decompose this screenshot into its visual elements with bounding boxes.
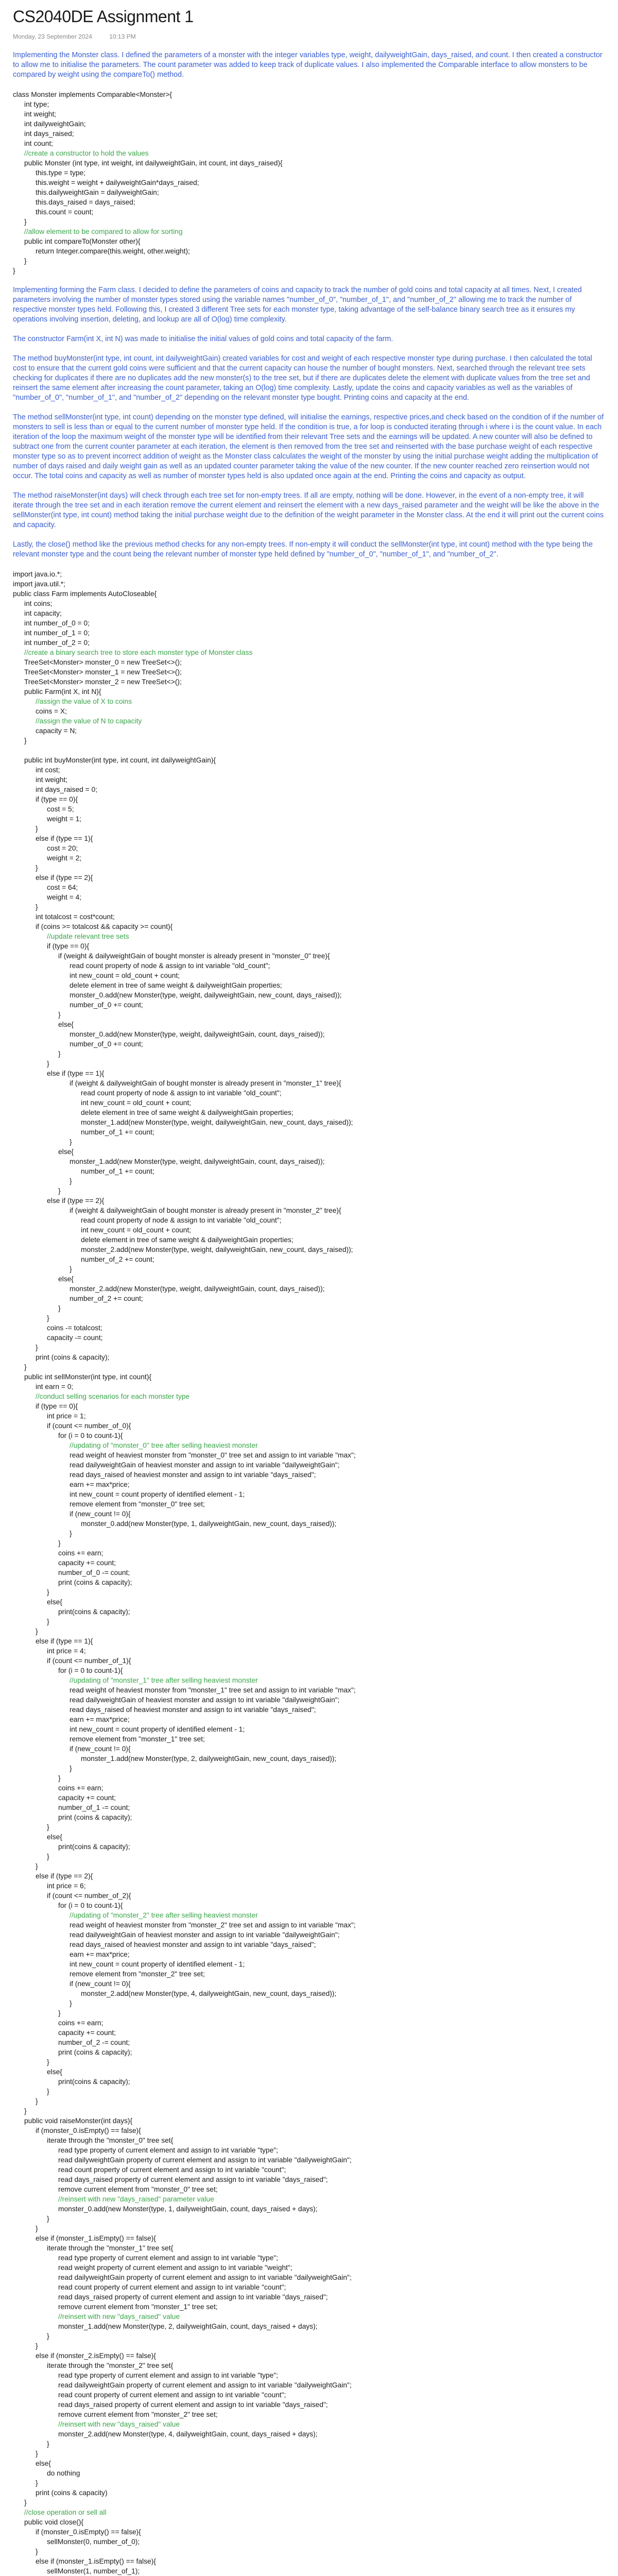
code-line: read weight of heaviest monster from "monster_2" tree set and assign to int variable "max";	[70, 1921, 356, 1929]
code-line: }	[58, 1011, 61, 1019]
code-line: capacity = N;	[36, 727, 77, 735]
note-timestamp	[13, 33, 151, 40]
description-paragraph: The method sellMonster(int type, int count) depending on the monster type defined, will initialise the earnings, respective prices,and check based on the condition of if the number of monsters to sell is less than or equal to the current number of monster type held. If the condition is true, a for loop is conducted iterating through i where i is the count value. In each iteration of the loop the maximum weight of the monster type will be identified from their relevant Tree sets and the earnings will be updated. A new counter will also be defined to subtract one from the current counter parameter at each iteration, the element is then removed from the tree set and reinserted with the base purchase weight of each respective monster type so as to prevent incorrect addition of weight as the Monster class calculates the weight of the monster by using the initial purchase weight adding the multiplication of number of days raised and daily weight gain as well as an updated counter parameter taking the value of the new counter. If the new counter reached zero reinsertion would not occur. The total coins and capacity as well as number of monster types held is also updated once again at the end. Printing the coins and capacity as output.	[13, 413, 604, 480]
code-line: if (coins >= totalcost && capacity >= count){	[36, 923, 173, 930]
code-line: this.days_raised = days_raised;	[36, 198, 135, 206]
code-line: }	[47, 1060, 49, 1067]
code-line: TreeSet<Monster> monster_0 = new TreeSet<>();	[24, 658, 182, 666]
code-comment-line: //reinsert with new "days_raised" value	[58, 2313, 180, 2320]
code-line: iterate through the "monster_0" tree set{	[47, 2137, 174, 2144]
code-line: monster_0.add(new Monster(type, weight, dailyweightGain, count, days_raised));	[70, 1030, 325, 1038]
code-line: remove current element from "monster_1" tree set;	[58, 2303, 218, 2311]
code-line: else if (type == 2){	[36, 874, 93, 882]
code-line: }	[58, 1774, 61, 1782]
code-line: capacity += count;	[58, 1559, 116, 1567]
code-line: else{	[58, 1021, 74, 1028]
code-line: print (coins & capacity);	[58, 1814, 132, 1821]
code-line: int cost;	[36, 766, 60, 774]
code-line: number_of_1 += count;	[81, 1167, 154, 1175]
code-line: }	[47, 2058, 49, 2066]
code-line: import java.util.*;	[13, 580, 65, 588]
code-line: }	[70, 1999, 72, 2007]
code-line: if (monster_0.isEmpty() == false){	[36, 2528, 141, 2536]
code-comment-line: //updating of "monster_2" tree after selling heaviest monster	[70, 1911, 258, 1919]
code-line: public class Farm implements AutoCloseable{	[13, 590, 157, 598]
code-line: int coins;	[24, 600, 53, 607]
code-line: this.count = count;	[36, 208, 94, 216]
code-line: if (type == 0){	[47, 942, 90, 950]
code-line: read days_raised property of current element and assign to int variable "days_raised";	[58, 2176, 328, 2183]
code-line: read weight property of current element and assign to int variable "weight";	[58, 2264, 293, 2272]
code-line: read dailyweightGain of heaviest monster and assign to int variable "dailyweightGain";	[70, 1461, 340, 1469]
code-line: int days_raised;	[24, 130, 74, 138]
code-line: else{	[47, 1598, 62, 1606]
code-line: do nothing	[47, 2469, 80, 2477]
code-line: }	[58, 2009, 61, 2017]
code-line: int number_of_1 = 0;	[24, 629, 90, 637]
code-line: remove current element from "monster_2" tree set;	[58, 2411, 218, 2418]
code-line: sellMonster(1, number_of_1);	[47, 2567, 140, 2575]
code-comment-line: //assign the value of N to capacity	[36, 717, 142, 725]
code-line: }	[47, 1853, 49, 1860]
code-line: else if (type == 1){	[36, 835, 93, 842]
code-line: read weight of heaviest monster from "monster_1" tree set and assign to int variable "max";	[70, 1686, 356, 1694]
code-line: delete element in tree of same weight & dailyweightGain properties;	[81, 1236, 294, 1244]
code-line: int new_count = count property of identified element - 1;	[70, 1490, 245, 1498]
code-line: print(coins & capacity);	[58, 1608, 130, 1616]
code-line: cost = 64;	[47, 884, 78, 891]
code-line: print (coins & capacity);	[58, 2048, 132, 2056]
code-line: }	[47, 2440, 49, 2448]
code-line: }	[36, 1628, 38, 1635]
code-line: if (weight & dailyweightGain of bought monster is already present in "monster_2" tree){	[70, 1207, 341, 1214]
description-paragraph: The method raiseMonster(int days) will check through each tree set for non-empty trees. If all are empty, nothing will be done. However, in the event of a non-empty tree, it will iterate through the tree set and in each iteration remove the current element and reinsert the element with a new days_raised parameter and the weight will be like the above in the sellMonster(int type, int count) method taking the initial purchase weight due to the definition of the weight parameter in the Monster class. At the end it will print out the current coins and capacity.	[13, 492, 604, 529]
code-line: TreeSet<Monster> monster_1 = new TreeSet<>();	[24, 668, 182, 676]
code-line: return Integer.compare(this.weight, other.weight);	[36, 247, 190, 255]
description-paragraph: Implementing the Monster class. I defined the parameters of a monster with the integer variables type, weight, dailyweightGain, days_raised, and count. I then created a constructor to allow me to initialise the parameters. The count parameter was added to keep track of duplicate values. I also implemented the Comparable interface to allow monsters to be compared by weight using the compareTo() method.	[13, 51, 603, 79]
code-line: monster_0.add(new Monster(type, 1, dailyweightGain, count, days_raised + days);	[58, 2205, 318, 2213]
code-comment-line: //assign the value of X to coins	[36, 698, 132, 705]
code-line: }	[24, 218, 27, 226]
code-line: int new_count = old_count + count;	[81, 1099, 192, 1107]
code-line: if (monster_0.isEmpty() == false){	[36, 2127, 141, 2134]
code-line: this.weight = weight + dailyweightGain*days_raised;	[36, 179, 199, 187]
note-body	[13, 50, 605, 2576]
code-line: else{	[47, 1833, 62, 1841]
code-line: int dailyweightGain;	[24, 120, 86, 128]
code-line: print (coins & capacity);	[36, 1353, 110, 1361]
code-line: monster_2.add(new Monster(type, weight, dailyweightGain, new_count, days_raised));	[81, 1246, 353, 1253]
code-line: remove current element from "monster_0" tree set;	[58, 2185, 218, 2193]
code-line: int price = 6;	[47, 1882, 86, 1890]
code-line	[13, 745, 605, 755]
code-line: public Farm(int X, int N){	[24, 688, 101, 696]
code-line: else{	[58, 1148, 74, 1156]
code-line: int new_count = old_count + count;	[81, 1226, 192, 1234]
code-line: print(coins & capacity);	[58, 1843, 130, 1851]
code-line: capacity += count;	[58, 2029, 116, 2037]
code-line: }	[47, 2215, 49, 2223]
code-line: coins += earn;	[58, 2019, 104, 2027]
code-line: }	[70, 1530, 72, 1537]
note-date: Monday, 23 September 2024	[13, 33, 92, 40]
code-line: public void raiseMonster(int days){	[24, 2117, 133, 2125]
code-line: read days_raised of heaviest monster and assign to int variable "days_raised";	[70, 1941, 316, 1948]
code-line: else{	[36, 2460, 51, 2467]
code-line: }	[47, 1823, 49, 1831]
code-line: read days_raised of heaviest monster and assign to int variable "days_raised";	[70, 1706, 316, 1714]
code-line: read type property of current element and assign to int variable "type";	[58, 2371, 279, 2379]
code-line: earn += max*price;	[70, 1481, 130, 1488]
note-time: 10:13 PM	[109, 33, 136, 40]
code-line: print (coins & capacity);	[58, 1579, 132, 1586]
code-line: }	[47, 1588, 49, 1596]
code-line: read type property of current element and assign to int variable "type";	[58, 2146, 279, 2154]
code-line: monster_1.add(new Monster(type, 2, dailyweightGain, count, days_raised + days);	[58, 2323, 318, 2330]
code-line: number_of_0 += count;	[70, 1001, 143, 1009]
description-paragraph: Implementing forming the Farm class. I decided to define the parameters of coins and capacity to track the number of gold coins and total capacity at all times. Next, I created parameters involving the number of monster types stored using the variable names "number_of_0", "number_of_1", and "number_of_2" allowing me to track the number of respective monster types held. Following this, I created 3 different Tree sets for each monster type, taking advantage of the self-balance binary search tree as it ensures my operations involving insertion, deleting, and lookup are all of O(log) time complexity.	[13, 286, 582, 324]
code-line: }	[36, 2450, 38, 2458]
code-line: if (count <= number_of_2){	[47, 1892, 131, 1900]
code-line: int weight;	[36, 776, 68, 784]
code-line: number_of_2 += count;	[81, 1256, 154, 1263]
code-line: }	[24, 257, 27, 265]
description-paragraph: The method buyMonster(int type, int count, int dailyweightGain) created variables for cost and weight of each respective monster type during purchase. I then calculated the total cost to ensure that the current gold coins were sufficient and that the current capacity can house the number of bought monsters. Next, searched through the relevant tree sets checking for duplicates if there are no duplicates add the new monster(s) to the tree set, but if there are duplicates delete the element with duplicate values from the tree set and reinsert the same element after increasing the count parameter, taking an O(log) time complexity. Lastly, update the coins and capacity variables as well as the variables of "number_of_0", "number_of_1", and "number_of_2" depending on the relevant monster type bought. Printing coins and capacity at the end.	[13, 354, 592, 402]
code-line: }	[70, 1765, 72, 1772]
code-line: public int buyMonster(int type, int count, int dailyweightGain){	[24, 756, 216, 764]
code-line: public Monster (int type, int weight, int dailyweightGain, int count, int days_raised){	[24, 159, 283, 167]
code-line: }	[36, 1862, 38, 1870]
code-line: if (weight & dailyweightGain of bought monster is already present in "monster_0" tree){	[58, 952, 330, 960]
code-line: weight = 2;	[47, 854, 82, 862]
code-line: }	[36, 2548, 38, 2555]
code-line: for (i = 0 to count-1){	[58, 1902, 123, 1909]
code-line: else{	[58, 1275, 74, 1283]
code-line: if (type == 0){	[36, 1402, 78, 1410]
code-line: monster_1.add(new Monster(type, 2, dailyweightGain, new_count, days_raised));	[81, 1755, 337, 1762]
code-line: else if (monster_1.isEmpty() == false){	[36, 2234, 156, 2242]
code-line: }	[36, 1344, 38, 1351]
code-line: monster_0.add(new Monster(type, 1, dailyweightGain, new_count, days_raised));	[81, 1520, 337, 1528]
code-line: else if (monster_1.isEmpty() == false){	[36, 2557, 156, 2565]
code-line: number_of_0 -= count;	[58, 1569, 130, 1577]
code-line: }	[70, 1177, 72, 1185]
code-line: read weight of heaviest monster from "monster_0" tree set and assign to int variable "max";	[70, 1451, 356, 1459]
code-line: }	[36, 864, 38, 872]
code-line: read dailyweightGain of heaviest monster and assign to int variable "dailyweightGain";	[70, 1696, 340, 1704]
code-line: number_of_0 += count;	[70, 1040, 143, 1048]
code-line: coins += earn;	[58, 1784, 104, 1792]
code-line: monster_2.add(new Monster(type, 4, dailyweightGain, new_count, days_raised));	[81, 1990, 337, 1997]
code-line: capacity -= count;	[47, 1334, 103, 1342]
code-comment-line: //updating of "monster_0" tree after selling heaviest monster	[70, 1442, 258, 1449]
code-line: if (new_count != 0){	[70, 1745, 131, 1753]
code-line: if (new_count != 0){	[70, 1980, 131, 1988]
code-line: read dailyweightGain property of current element and assign to int variable "dailyweightGain";	[58, 2274, 352, 2281]
code-line: else if (type == 1){	[47, 1070, 105, 1077]
code-line: }	[36, 903, 38, 911]
code-line: remove element from "monster_2" tree set;	[70, 1970, 205, 1978]
code-line: for (i = 0 to count-1){	[58, 1432, 123, 1439]
code-line: else if (type == 1){	[36, 1637, 93, 1645]
code-comment-line: //create a constructor to hold the values	[24, 149, 149, 157]
code-line: public void close(){	[24, 2518, 84, 2526]
code-line: }	[70, 1265, 72, 1273]
code-line: else if (monster_2.isEmpty() == false){	[36, 2352, 156, 2360]
code-line: remove element from "monster_0" tree set;	[70, 1500, 205, 1508]
code-line: iterate through the "monster_1" tree set{	[47, 2244, 174, 2252]
code-line: this.type = type;	[36, 169, 86, 177]
code-line: read count property of node & assign to int variable "old_count";	[70, 962, 270, 970]
code-line: int count;	[24, 140, 53, 147]
code-line: }	[47, 1618, 49, 1625]
code-line: int new_count = old_count + count;	[70, 972, 180, 979]
code-line: weight = 4;	[47, 893, 82, 901]
code-line: }	[47, 1314, 49, 1322]
code-line: }	[58, 1539, 61, 1547]
code-line: }	[36, 2225, 38, 2232]
code-line: else if (type == 2){	[47, 1197, 105, 1205]
code-line: number_of_2 -= count;	[58, 2039, 130, 2046]
code-block	[13, 90, 605, 276]
code-block	[13, 569, 605, 2576]
page-title: CS2040DE Assignment 1	[13, 7, 194, 26]
code-comment-line: //create a binary search tree to store each monster type of Monster class	[24, 649, 253, 656]
code-line: cost = 20;	[47, 844, 78, 852]
code-line: weight = 1;	[47, 815, 82, 823]
code-line: read count property of node & assign to int variable "old_count";	[81, 1089, 282, 1097]
code-line: }	[24, 1363, 27, 1371]
code-line: sellMonster(0, number_of_0);	[47, 2538, 140, 2546]
code-line: monster_1.add(new Monster(type, weight, dailyweightGain, count, days_raised));	[70, 1158, 325, 1165]
code-line: this.dailyweightGain = dailyweightGain;	[36, 189, 159, 196]
code-line: int totalcost = cost*count;	[36, 913, 115, 921]
code-line: coins -= totalcost;	[47, 1324, 102, 1332]
code-line: read days_raised of heaviest monster and assign to int variable "days_raised";	[70, 1471, 316, 1479]
code-line: import java.io.*;	[13, 570, 62, 578]
code-line: }	[36, 2342, 38, 2350]
code-line: read dailyweightGain property of current element and assign to int variable "dailyweightGain";	[58, 2381, 352, 2389]
code-line: }	[24, 2499, 27, 2506]
code-line: else if (type == 2){	[36, 1872, 93, 1880]
code-line: monster_2.add(new Monster(type, 4, dailyweightGain, count, days_raised + days);	[58, 2430, 318, 2438]
code-line: monster_1.add(new Monster(type, weight, dailyweightGain, new_count, days_raised));	[81, 1118, 353, 1126]
code-line: }	[24, 737, 27, 744]
code-line: monster_2.add(new Monster(type, weight, dailyweightGain, count, days_raised));	[70, 1285, 325, 1293]
code-line: if (weight & dailyweightGain of bought monster is already present in "monster_1" tree){	[70, 1079, 341, 1087]
code-line: earn += max*price;	[70, 1951, 130, 1958]
code-line: }	[58, 1050, 61, 1058]
code-line: public int compareTo(Monster other){	[24, 238, 141, 245]
code-line: iterate through the "monster_2" tree set{	[47, 2362, 174, 2369]
code-line: int new_count = count property of identified element - 1;	[70, 1960, 245, 1968]
code-line: earn += max*price;	[70, 1716, 130, 1723]
code-line: coins += earn;	[58, 1549, 104, 1557]
code-line: number_of_1 -= count;	[58, 1804, 130, 1811]
code-line: }	[47, 2332, 49, 2340]
code-comment-line: //reinsert with new "days_raised" parameter value	[58, 2195, 214, 2203]
code-comment-line: //reinsert with new "days_raised" value	[58, 2420, 180, 2428]
code-line: int weight;	[24, 110, 57, 118]
code-line: int price = 1;	[47, 1412, 86, 1420]
code-line: int price = 4;	[47, 1647, 86, 1655]
code-line: int days_raised = 0;	[36, 786, 98, 793]
code-line: read count property of current element and assign to int variable "count";	[58, 2166, 286, 2174]
code-line: else{	[47, 2068, 62, 2076]
code-line: }	[24, 2107, 27, 2115]
code-line: for (i = 0 to count-1){	[58, 1667, 123, 1674]
code-line: read days_raised property of current element and assign to int variable "days_raised";	[58, 2293, 328, 2301]
code-comment-line: //allow element to be compared to allow for sorting	[24, 228, 183, 235]
code-line: delete element in tree of same weight & dailyweightGain properties;	[81, 1109, 294, 1116]
code-line: read dailyweightGain property of current element and assign to int variable "dailyweightGain";	[58, 2156, 352, 2164]
code-line: number_of_2 += count;	[70, 1295, 143, 1302]
code-line: read dailyweightGain of heaviest monster and assign to int variable "dailyweightGain";	[70, 1931, 340, 1939]
code-line: int capacity;	[24, 609, 62, 617]
code-line: read count property of current element and assign to int variable "count";	[58, 2391, 286, 2399]
code-line: int type;	[24, 100, 49, 108]
description-paragraph: The constructor Farm(int X, int N) was made to initialise the initial values of gold coins and total capacity of the farm.	[13, 335, 393, 343]
code-comment-line: //conduct selling scenarios for each monster type	[36, 1393, 190, 1400]
code-line: remove element from "monster_1" tree set;	[70, 1735, 205, 1743]
code-line: if (type == 0){	[36, 795, 78, 803]
code-line: if (new_count != 0){	[70, 1510, 131, 1518]
description-paragraph: Lastly, the close() method like the previous method checks for any non-empty trees. If non-empty it will conduct the sellMonster(int type, int count) method with the type being the relevant monster type and the count being the relevant number of monster type held defined by "number_of_0", "number_of_1", and "number_of_2".	[13, 540, 593, 558]
code-line: read count property of node & assign to int variable "old_count";	[81, 1216, 282, 1224]
code-line: read days_raised property of current element and assign to int variable "days_raised";	[58, 2401, 328, 2409]
code-line: read type property of current element and assign to int variable "type";	[58, 2254, 279, 2262]
code-line: coins = X;	[36, 707, 67, 715]
code-line: TreeSet<Monster> monster_2 = new TreeSet<>();	[24, 678, 182, 686]
code-line: cost = 5;	[47, 805, 74, 813]
code-line: delete element in tree of same weight & dailyweightGain properties;	[70, 981, 282, 989]
code-comment-line: //update relevant tree sets	[47, 933, 129, 940]
code-line: }	[70, 1138, 72, 1146]
code-line: }	[13, 267, 15, 275]
code-line: }	[58, 1304, 61, 1312]
code-line: class Monster implements Comparable<Monster>{	[13, 91, 173, 98]
code-line: int number_of_0 = 0;	[24, 619, 90, 627]
code-line: int earn = 0;	[36, 1383, 74, 1391]
code-line: }	[47, 2088, 49, 2095]
code-comment-line: //close operation or sell all	[24, 2509, 107, 2516]
code-line: if (count <= number_of_0){	[47, 1422, 131, 1430]
code-line: }	[36, 825, 38, 833]
code-line: capacity += count;	[58, 1794, 116, 1802]
code-comment-line: //updating of "monster_1" tree after selling heaviest monster	[70, 1676, 258, 1684]
code-line: monster_0.add(new Monster(type, weight, dailyweightGain, new_count, days_raised));	[70, 991, 342, 999]
code-line: number_of_1 += count;	[81, 1128, 154, 1136]
code-line: }	[36, 2097, 38, 2105]
code-line: public int sellMonster(int type, int count){	[24, 1373, 151, 1381]
code-line: print (coins & capacity)	[36, 2489, 108, 2497]
code-line: read count property of current element and assign to int variable "count";	[58, 2283, 286, 2291]
code-line: }	[58, 1187, 61, 1195]
code-line: }	[36, 2479, 38, 2487]
code-line: int new_count = count property of identified element - 1;	[70, 1725, 245, 1733]
code-line: if (count <= number_of_1){	[47, 1657, 131, 1665]
code-line: int number_of_2 = 0;	[24, 639, 90, 647]
code-line: print(coins & capacity);	[58, 2078, 130, 2086]
